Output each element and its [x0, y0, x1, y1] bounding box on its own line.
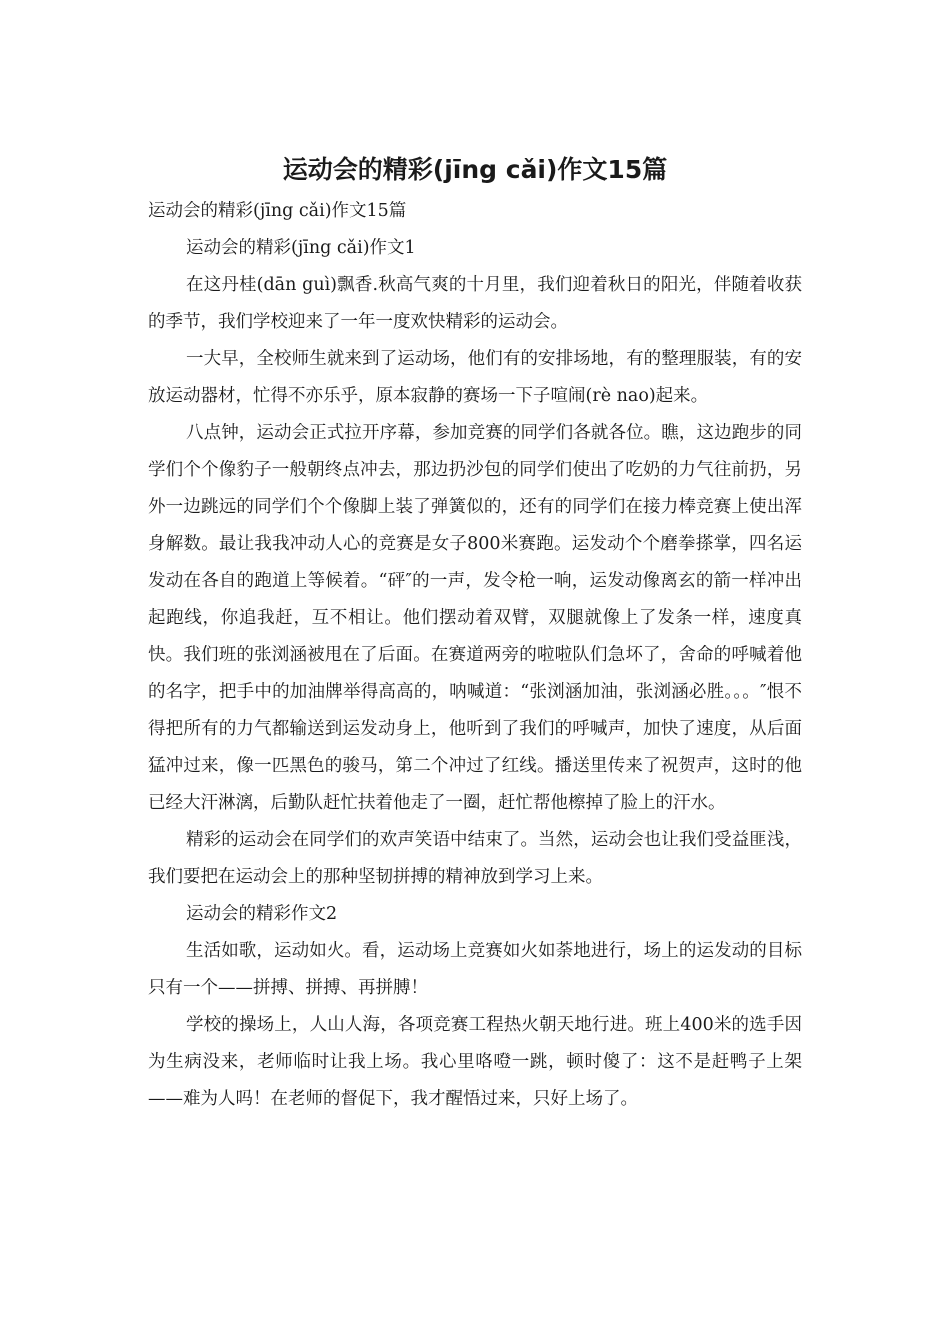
body-paragraph: 在这丹桂(dān guì)飘香.秋高气爽的十月里，我们迎着秋日的阳光，伴随着收获的季节，我们学校迎来了一年一度欢快精彩的运动会。 [148, 275, 802, 332]
essay-heading-2: 运动会的精彩作文2 [186, 904, 338, 924]
body-paragraph: 一大早，全校师生就来到了运动场，他们有的安排场地，有的整理服装，有的安放运动器材，忙得不亦乐乎，原本寂静的赛场一下子喧闹(rè nao)起来。 [148, 349, 802, 406]
body-paragraph: 八点钟，运动会正式拉开序幕，参加竞赛的同学们各就各位。瞧，这边跑步的同学们个个像豹子一般朝终点冲去，那边扔沙包的同学们使出了吃奶的力气往前扔，另外一边跳远的同学们个个像脚上装了弹簧似的，还有的同学们在接力棒竞赛上使出浑身解数。最让我我冲动人心的竞赛是女子800米赛跑。运发动个个磨拳搽掌，四名运发动在各自的跑道上等候着。“砰″的一声，发令枪一响，运发动像离玄的箭一样冲出起跑线，你追我赶，互不相让。他们摆动着双臂，双腿就像上了发条一样，速度真快。我们班的张浏涵被甩在了后面。在赛道两旁的啦啦队们急坏了，舍命的呼喊着他的名字，把手中的加油牌举得高高的，呐喊道：“张浏涵加油，张浏涵必胜。。。″恨不得把所有的力气都输送到运发动身上，他听到了我们的呼喊声，加快了速度，从后面猛冲过来，像一匹黑色的骏马，第二个冲过了红线。播送里传来了祝贺声，这时的他已经大汗淋漓，后勤队赶忙扶着他走了一圈，赶忙帮他檫掉了脸上的汗水。 [148, 423, 802, 813]
document-title: 运动会的精彩(jīng cǎi)作文15篇 [282, 155, 668, 184]
body-paragraph: 精彩的运动会在同学们的欢声笑语中结束了。当然，运动会也让我们受益匪浅，我们要把在运动会上的那种坚韧拼搏的精神放到学习上来。 [148, 830, 802, 887]
body-paragraph: 生活如歌，运动如火。看，运动场上竞赛如火如荼地进行，场上的运发动的目标只有一个——拼搏、拼搏、再拼膊！ [148, 941, 802, 998]
essay-heading-1: 运动会的精彩(jīng cǎi)作文1 [186, 238, 416, 258]
document-body [148, 193, 802, 1118]
body-paragraph: 学校的操场上，人山人海，各项竞赛工程热火朝天地行进。班上400米的选手因为生病没来，老师临时让我上场。我心里咯噔一跳，顿时傻了：这不是赶鸭子上架——难为人吗！在老师的督促下，我才醒悟过来，只好上场了。 [148, 1015, 802, 1109]
subtitle-paragraph: 运动会的精彩(jīng cǎi)作文15篇 [148, 201, 407, 221]
